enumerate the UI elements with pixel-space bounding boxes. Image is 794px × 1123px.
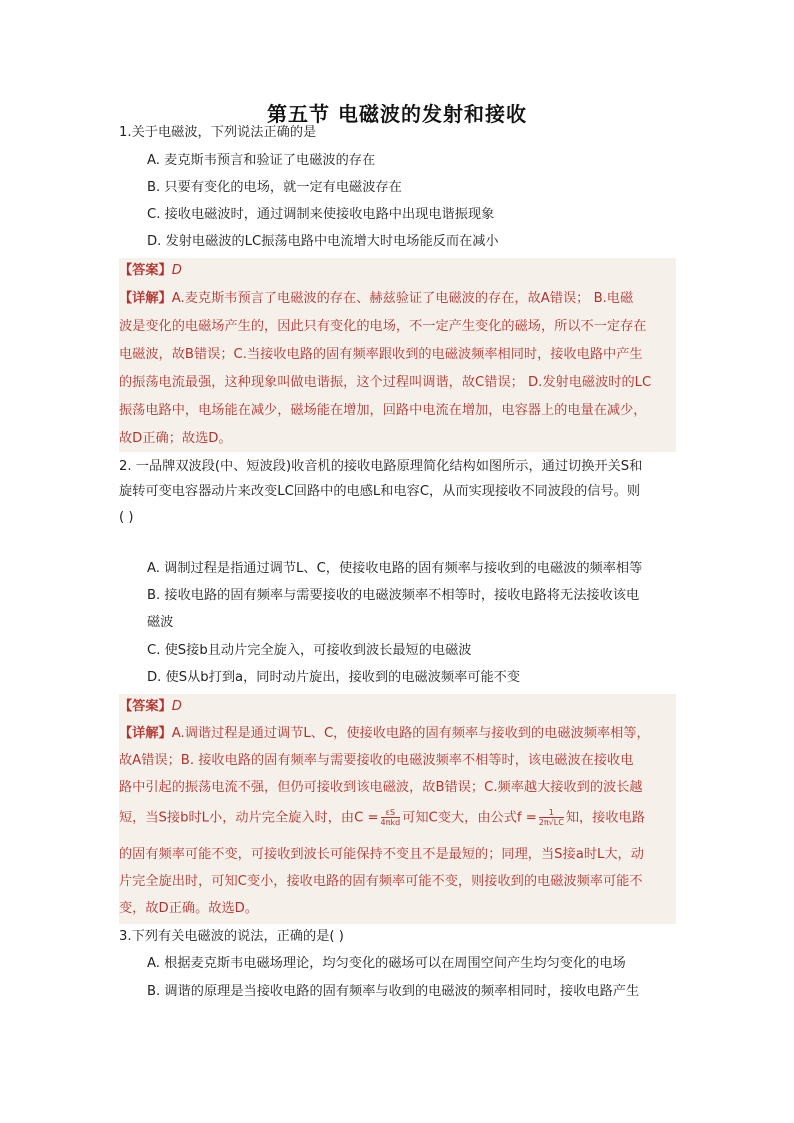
explain-text: 短，当S接b时L小，动片完全旋入时，由C = xyxy=(119,810,379,826)
q2-stem-line-3: ( ) xyxy=(119,510,134,525)
q1-explain-line-2: 波是变化的电磁场产生的，因此只有变化的电场，不一定产生变化的磁场，所以不一定存在 xyxy=(119,319,647,334)
q2-explain-line-3: 路中引起的振荡电流不强，但仍可接收到该电磁波，故B错误；C.频率越大接收到的波长越 xyxy=(119,780,643,795)
explain-text: A.麦克斯韦预言了电磁波的存在、赫兹验证了电磁波的存在，故A错误； B.电磁 xyxy=(171,291,634,306)
q1-answer xyxy=(119,262,182,280)
answer-value: D xyxy=(171,699,182,714)
q2-stem-line-2: 旋转可变电容器动片来改变LC回路中的电感L和电容C，从而实现接收不同波段的信号。则 xyxy=(119,484,641,499)
q2-explain-line-2: 故A错误；B. 接收电路的固有频率与需要接收的电磁波频率不相等时，该电磁波在接收电 xyxy=(119,753,634,768)
q2-stem-line-1: 2. 一品牌双波段(中、短波段)收音机的接收电路原理简化结构如图所示，通过切换开关S和 xyxy=(119,459,643,474)
q2-option-c: C. 使S接b且动片完全旋入，可接收到波长最短的电磁波 xyxy=(147,643,472,658)
frequency-formula xyxy=(539,808,564,827)
q1-explain-line-5: 振荡电路中，电场能在减少，磁场能在增加，回路中电流在增加，电容器上的电量在减少， xyxy=(119,403,647,418)
q2-explain-line-6: 片完全旋出时，可知C变小，接收电路的固有频率可能不变，则接收到的电磁波频率可能不 xyxy=(119,874,643,889)
q1-explain-line-3: 电磁波，故B错误；C.当接收电路的固有频率跟收到的电磁波频率相同时，接收电路中产生 xyxy=(119,347,643,362)
q2-option-b-line-2: 磁波 xyxy=(147,615,174,630)
q2-option-b-line-1: B. 接收电路的固有频率与需要接收的电磁波频率不相等时，接收电路将无法接收该电 xyxy=(147,588,640,603)
answer-value: D xyxy=(171,263,182,278)
q2-explain-line-5: 的固有频率可能不变，可接收到波长可能保持不变且不是最短的；同理，当S接a时L大，动 xyxy=(119,847,644,862)
q2-option-d: D. 使S从b打到a，同时动片旋出，接收到的电磁波频率可能不变 xyxy=(147,670,521,685)
q1-explain-line-4: 的振荡电流最强，这种现象叫做电谐振，这个过程叫调谐，故C错误； D.发射电磁波时的LC xyxy=(119,375,652,390)
q3-option-b: B. 调谐的原理是当接收电路的固有频率与收到的电磁波的频率相同时，接收电路产生 xyxy=(147,984,640,999)
explain-tag: 【详解】 xyxy=(119,726,172,741)
explain-text: 可知C变大，由公式f = xyxy=(402,810,537,826)
q1-option-d: D. 发射电磁波的LC振荡电路中电流增大时电场能反而在减小 xyxy=(147,234,499,249)
explain-tag: 【详解】 xyxy=(119,291,172,306)
q3-stem: 3.下列有关电磁波的说法，正确的是( ) xyxy=(119,929,344,944)
explain-text: A.调谐过程是通过调节L、C，使接收电路的固有频率与接收到的电磁波频率相等， xyxy=(171,726,650,741)
q1-stem: 1.关于电磁波，下列说法正确的是 xyxy=(119,125,317,140)
q1-option-c: C. 接收电磁波时，通过调制来使接收电路中出现电谐振现象 xyxy=(147,207,495,222)
q1-option-b: B. 只要有变化的电场，就一定有电磁波存在 xyxy=(147,180,402,195)
explain-text: 知，接收电路 xyxy=(565,810,645,826)
formula-numerator: 1 xyxy=(539,808,564,818)
answer-tag: 【答案】 xyxy=(119,263,172,278)
formula-denominator: 4πkd xyxy=(380,818,401,827)
q2-option-a: A. 调制过程是指通过调节L、C，使接收电路的固有频率与接收到的电磁波的频率相等 xyxy=(147,561,643,576)
formula-numerator: εS xyxy=(381,808,401,818)
answer-tag: 【答案】 xyxy=(119,699,172,714)
q2-explain-line-1 xyxy=(119,725,650,743)
q3-option-a: A. 根据麦克斯韦电磁场理论，均匀变化的磁场可以在周围空间产生均匀变化的电场 xyxy=(147,956,626,971)
formula-denominator: 2π√LC xyxy=(538,818,564,827)
capacitance-formula xyxy=(381,808,401,827)
q1-option-a: A. 麦克斯韦预言和验证了电磁波的存在 xyxy=(147,153,376,168)
q2-explain-line-4 xyxy=(119,808,645,828)
q2-answer xyxy=(119,698,182,716)
page-title: 第五节 电磁波的发射和接收 xyxy=(267,102,527,126)
q2-explain-line-7: 变，故D正确。故选D。 xyxy=(119,901,258,916)
q1-explain-line-1 xyxy=(119,290,633,308)
q1-explain-line-6: 故D正确；故选D。 xyxy=(119,431,232,446)
